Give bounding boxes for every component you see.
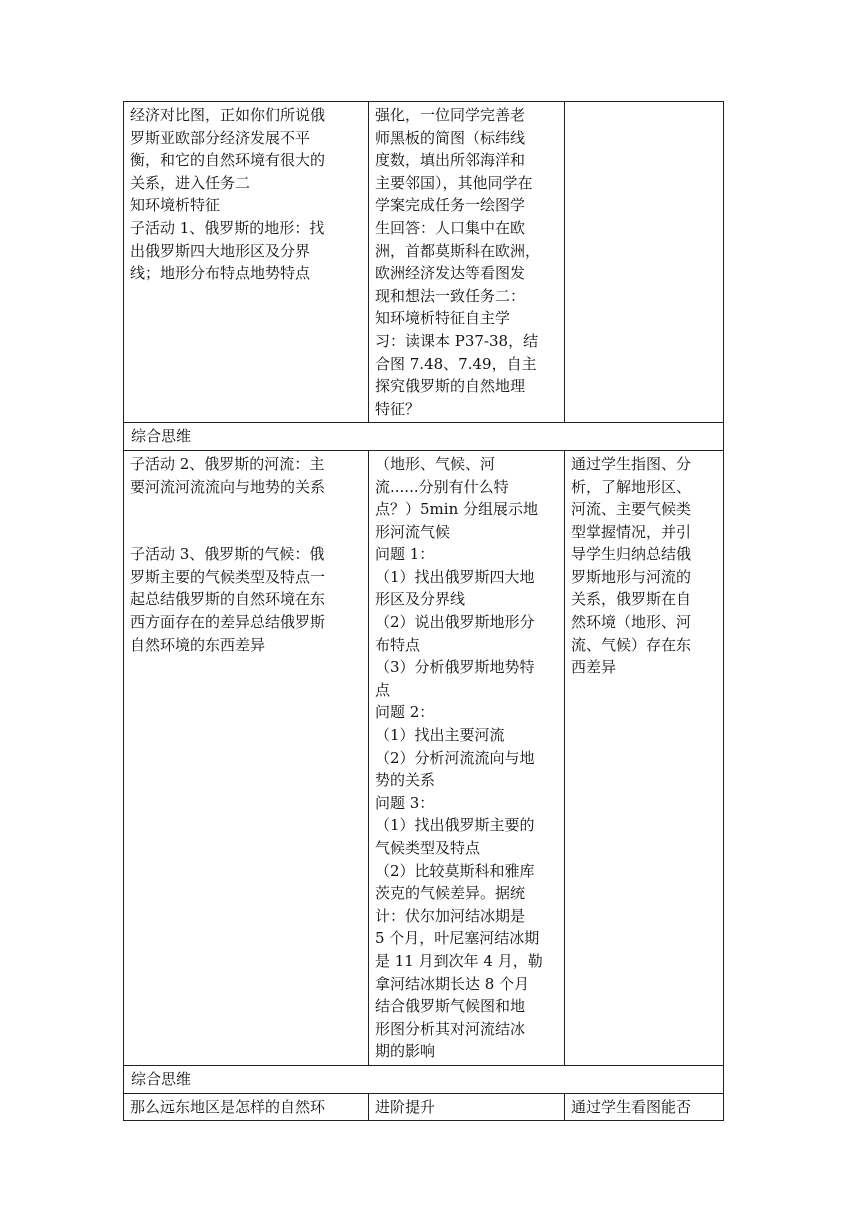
section-heading: 综合思维 [124, 1065, 724, 1093]
text-line: （2）比较莫斯科和雅库 [375, 861, 535, 880]
text-line: 导学生归纳总结俄 [571, 545, 692, 564]
text-line: 是 11 月到次年 4 月，勒 [375, 951, 543, 970]
text-line: 关系，进入任务二 [130, 173, 251, 192]
text-line: 洲，首都莫斯科在欧洲， [375, 241, 541, 260]
text-line: 习：读课本 P37-38，结 [375, 331, 539, 350]
text-line: 罗斯地形与河流的 [571, 567, 692, 586]
text-line: （1）找出俄罗斯四大地 [375, 567, 535, 586]
text-line: （地形、气候、河 [375, 454, 496, 473]
text-line: 线；地形分布特点地势特点 [130, 264, 311, 283]
text-line: 欧洲经济发达等看图发 [375, 264, 526, 283]
text-line: 点？）5min 分组展示地 [375, 500, 538, 519]
text-line: 5 个月，叶尼塞河结冰期 [375, 929, 540, 948]
text-line: 知环境析特征 [130, 196, 221, 215]
text-line: 点 [375, 680, 391, 699]
text-line: 通过学生看图能否 [571, 1097, 692, 1116]
text-line: 合图 7.48、7.49，自主 [375, 354, 537, 373]
text-line: 强化，一位同学完善老 [375, 106, 526, 124]
table-row [124, 102, 724, 423]
text-line: 通过学生指图、分 [571, 454, 692, 473]
r3-activity-cell [124, 1093, 369, 1121]
text-line: 西差异 [571, 658, 617, 677]
text-line: 子活动 2、俄罗斯的河流：主 [130, 454, 325, 473]
r2-activity-cell [124, 450, 369, 1065]
r1-purpose-cell [565, 102, 724, 423]
text-line: 势的关系 [375, 771, 436, 790]
text-line: 经济对比图，正如你们所说俄 [130, 106, 326, 124]
text-line: 计：伏尔加河结冰期是 [375, 906, 526, 925]
text-line: 拿河结冰期长达 8 个月 [375, 974, 530, 993]
text-line: （2）分析河流流向与地 [375, 748, 535, 767]
text-line: 度数，填出所邻海洋和 [375, 151, 526, 170]
text-line: 结合俄罗斯气候图和地 [375, 997, 526, 1016]
text-line: 学案完成任务一绘图学 [375, 196, 526, 215]
text-line: 形区及分界线 [375, 590, 466, 609]
table-row [124, 1093, 724, 1121]
text-line: （2）说出俄罗斯地形分 [375, 613, 535, 632]
r2-student-cell [369, 450, 565, 1065]
text-line: 那么远东地区是怎样的自然环 [130, 1097, 326, 1116]
text-line: 布特点 [375, 635, 421, 654]
text-line: 河流、主要气候类 [571, 500, 692, 519]
text-line: 关系，俄罗斯在自 [571, 590, 692, 609]
text-line: 进阶提升 [375, 1097, 436, 1116]
text-line: 期的影响 [375, 1042, 436, 1061]
r1-student-cell [369, 102, 565, 423]
text-line: 生回答：人口集中在欧 [375, 218, 526, 237]
section-heading: 综合思维 [124, 423, 724, 451]
text-line: 茨克的气候差异。据统 [375, 884, 526, 903]
text-line: （1）找出主要河流 [375, 726, 505, 745]
text-line: 析，了解地形区、 [571, 477, 692, 496]
section-row [124, 423, 724, 451]
text-line: （3）分析俄罗斯地势特 [375, 658, 535, 677]
text-line: 探究俄罗斯的自然地理 [375, 377, 526, 396]
r3-purpose-cell [565, 1093, 724, 1121]
text-line: 形图分析其对河流结冰 [375, 1019, 526, 1038]
text-line: 主要邻国），其他同学在 [375, 173, 533, 192]
lesson-plan-table [123, 101, 724, 1121]
text-line: 师黑板的简图（标纬线 [375, 128, 526, 147]
text-line: 自然环境的东西差异 [130, 635, 266, 654]
text-line: 形河流气候 [375, 522, 451, 541]
text-line: 衡，和它的自然环境有很大的 [130, 151, 326, 170]
text-line: 流......分别有什么特 [375, 477, 509, 496]
text-line: 然环境（地形、河 [571, 613, 692, 632]
text-line: 型掌握情况，并引 [571, 522, 692, 541]
text-line: 罗斯亚欧部分经济发展不平 [130, 128, 311, 147]
text-line: 问题 2： [375, 703, 435, 722]
text-line: 流、气候）存在东 [571, 635, 692, 654]
text-line: 罗斯主要的气候类型及特点一 [130, 567, 326, 586]
text-line: 西方面存在的差异总结俄罗斯 [130, 613, 326, 632]
r1-activity-cell [124, 102, 369, 423]
text-line: 现和想法一致任务二： [375, 286, 526, 305]
text-line: 问题 1： [375, 545, 435, 564]
text-line: 起总结俄罗斯的自然环境在东 [130, 590, 326, 609]
r3-student-cell [369, 1093, 565, 1121]
text-line: 问题 3： [375, 793, 435, 812]
text-line: 子活动 1、俄罗斯的地形：找 [130, 218, 325, 237]
r2-purpose-cell [565, 450, 724, 1065]
text-line: 气候类型及特点 [375, 839, 481, 857]
text-line: 特征？ [375, 399, 421, 418]
section-row [124, 1065, 724, 1093]
table-row [124, 450, 724, 1065]
text-line: 出俄罗斯四大地形区及分界 [130, 241, 311, 260]
text-line: 知环境析特征自主学 [375, 309, 511, 328]
text-line: 子活动 3、俄罗斯的气候：俄 [130, 545, 325, 564]
text-line: （1）找出俄罗斯主要的 [375, 816, 535, 835]
text-line: 要河流河流流向与地势的关系 [130, 477, 326, 496]
